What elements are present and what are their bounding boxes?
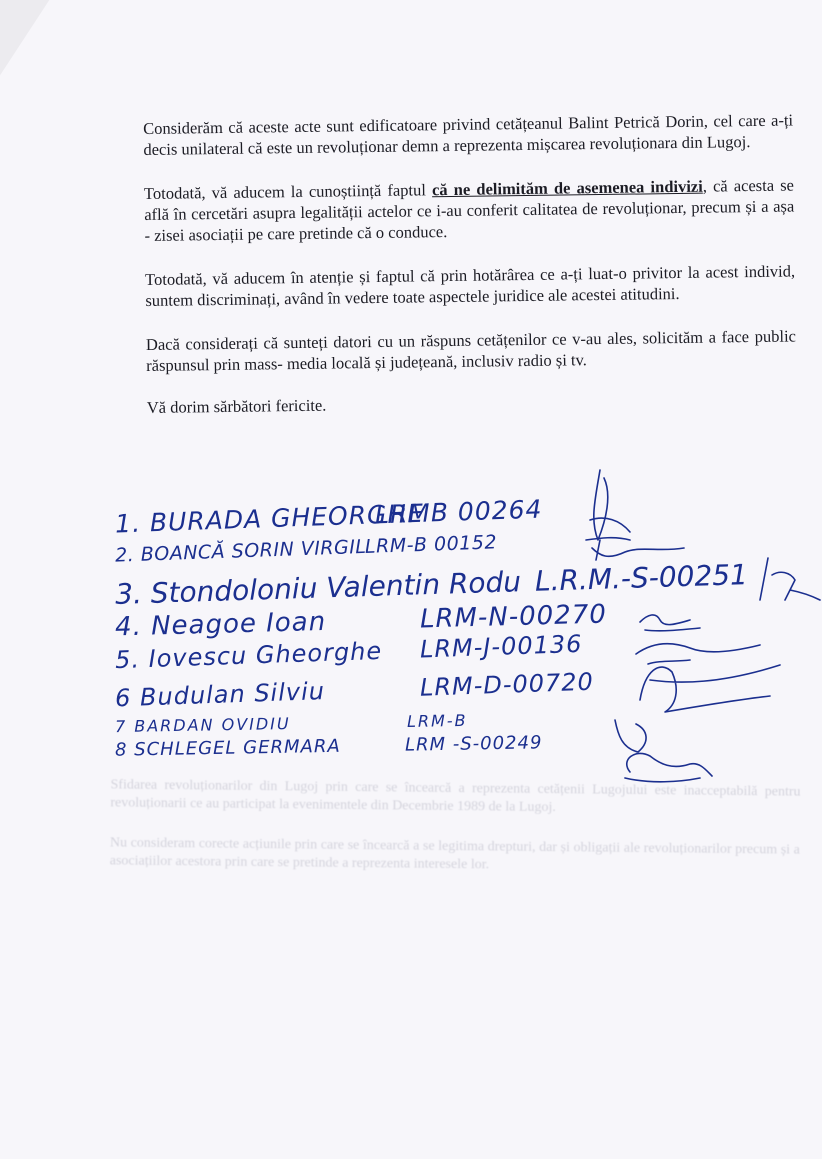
bleed-through-text: Sfidarea revoluționarilor din Lugoj prin care se încearcă a reprezenta cetățenii Lugojului este inacceptabilă pentru revoluționarii ce au participat la evenimentele din Decembrie 1989 de la Lugoj. Nu consideram corecte acțiunile prin care se încearcă a se legitima drepturi, dar și obligații ale revoluționarilor precum și a asociațiilor acestora prin care se pretinde a reprezenta interesele lor.	[109, 777, 801, 873]
signatory-name: 8 SCHLEGEL GERMARA	[114, 735, 341, 761]
letter-body	[143, 109, 797, 440]
paragraph-discrimination: Totodată, vă aducem în atenție și faptul că prin hotărârea ce a-ți luat-o privitor la acest individ, suntem discriminați, având în vedere toate aspectele juridice ale acestei atitudini.	[144, 261, 796, 310]
signatory-code: LRM-B 00152	[364, 531, 498, 558]
signatory-name: 6 Budulan Silviu	[114, 677, 326, 713]
signatory-code: LRM-B	[406, 710, 468, 731]
paragraph-acts: Considerăm că aceste acte sunt edificatoare privind cetățeanul Balint Petrică Dorin, cel care a-ți decis unilateral că este un revoluționar demn a reprezenta mișcarea revoluționara din Lugoj.	[143, 110, 794, 159]
signatory-code: LRM -S-00249	[404, 732, 543, 756]
signatory-code: LRM-J-00136	[419, 629, 583, 664]
signatory-name: 2. BOANCĂ SORIN VIRGIL	[114, 535, 367, 567]
emphasis-text: că ne delimităm de asemenea indivizi	[431, 176, 703, 200]
signatory-code: LRM-D-00720	[419, 667, 595, 702]
signatory-name: 7 BARDAN OVIDIU	[114, 714, 291, 737]
closing-line: Vă dorim sărbători fericite.	[146, 395, 327, 417]
signatory-code: LRM-N-00270	[419, 599, 608, 635]
signatory-name: 4. Neagoe Ioan	[114, 606, 327, 643]
signatory-name: 3. Stondoloniu Valentin Rodu	[114, 565, 522, 611]
paragraph-request: Dacă considerați că sunteți datori cu un răspuns cetățenilor ce v-au ales, solicităm a face public răspunsul prin mass- media locală și județeană, inclusiv radio și tv.	[145, 326, 797, 375]
signatory-name: 5. Iovescu Gheorghe	[114, 636, 383, 675]
signatory-code: LRMB 00264	[374, 494, 543, 530]
signatory-code: L.R.M.-S-00251	[534, 558, 749, 598]
signatory-name: 1. BURADA GHEORGHE	[114, 498, 425, 539]
paragraph-delimitation: Totodată, vă aducem la cunoștiință faptul că ne delimităm de asemenea indivizi, că acesta se află în cercetări asupra legalității actelor ce i-au conferit calitatea de revoluționar, precum și a așa - zisei asociații pe care pretinde că o conduce.	[143, 175, 795, 245]
